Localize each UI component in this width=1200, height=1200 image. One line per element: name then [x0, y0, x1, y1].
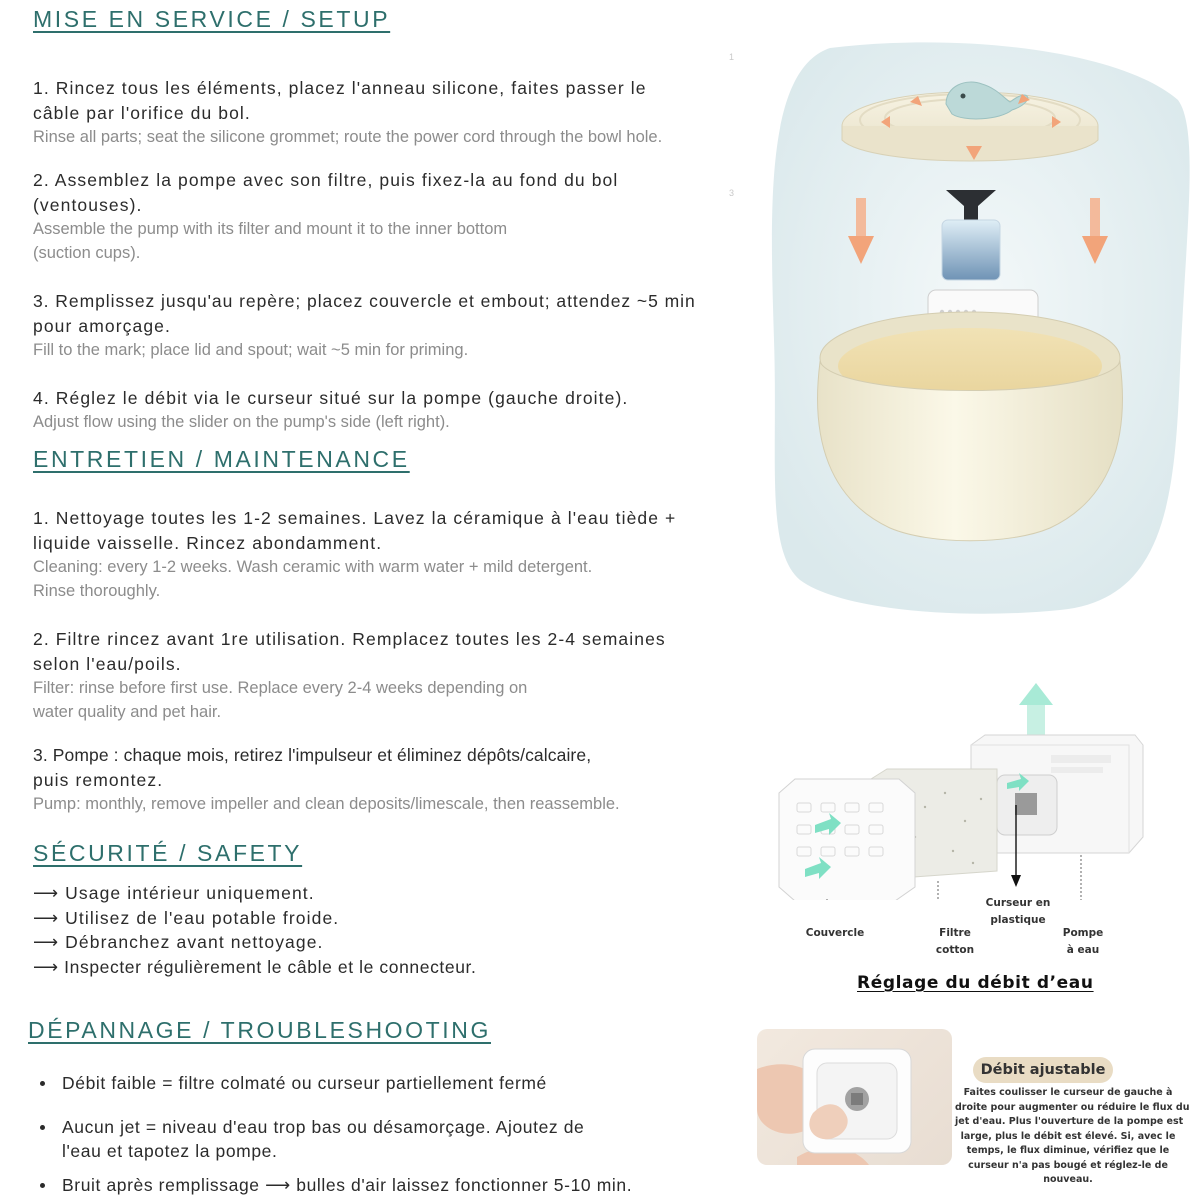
troubleshooting-item [62, 1173, 702, 1198]
safety-item-text: Usage intérieur uniquement. [65, 883, 315, 903]
maintenance-step-1-fr-line: 1. Nettoyage toutes les 1-2 semaines. Lavez la céramique à l'eau tiède + [33, 508, 677, 528]
page-mark: 1 [729, 52, 735, 62]
adjust-description-line: Faites coulisser le curseur de gauche à [963, 1087, 1173, 1098]
adjust-description-line: large, plus le débit est élevé. Si, avec le [960, 1130, 1176, 1142]
troubleshooting-item-line: Bruit après remplissage ⟶ bulles d'air laissez fonctionner 5-10 min. [62, 1174, 633, 1195]
label-pompe [1053, 925, 1113, 959]
arrow-icon: ⟶ [33, 932, 60, 952]
hand-adjusting-pump-illustration [757, 1029, 952, 1165]
setup-step-3-en-line: Fill to the mark; place lid and spout; wait ~5 min for priming. [33, 341, 469, 359]
setup-step-1 [33, 76, 733, 150]
maintenance-step-1 [33, 506, 743, 603]
troubleshooting-list [62, 1071, 702, 1197]
maintenance-step-3-en-line: Pump: monthly, remove impeller and clean deposits/limescale, then reassemble. [33, 795, 620, 813]
label-curseur [978, 895, 1058, 929]
maintenance-heading: ENTRETIEN / MAINTENANCE [33, 446, 410, 472]
safety-list [33, 881, 733, 979]
maintenance-step-1-fr-line: liquide vaisselle. Rincez abondamment. [33, 533, 383, 553]
setup-step-3-fr-line: pour amorçage. [33, 316, 171, 336]
maintenance-step-2-fr-line: 2. Filtre rincez avant 1re utilisation. Remplacez toutes les 2-4 semaines [33, 629, 666, 649]
label-line: à eau [1066, 944, 1100, 956]
arrow-icon: ⟶ [33, 907, 60, 928]
safety-item [33, 881, 733, 906]
maintenance-step-3 [33, 743, 743, 817]
maintenance-step-3-fr-line: puis remontez. [33, 770, 164, 790]
label-line: Curseur en [985, 897, 1051, 909]
safety-item [33, 906, 733, 931]
setup-step-2-en-line: (suction cups). [33, 243, 141, 262]
troubleshooting-heading: DÉPANNAGE / TROUBLESHOOTING [28, 1017, 491, 1043]
safety-item-text: Inspecter régulièrement le câble et le connecteur. [64, 956, 477, 977]
bullet-icon [40, 1125, 45, 1130]
troubleshooting-item [62, 1115, 702, 1164]
setup-step-1-fr-line: câble par l'orifice du bol. [33, 103, 251, 123]
maintenance-step-2 [33, 627, 743, 724]
maintenance-step-1-en-line: Cleaning: every 1-2 weeks. Wash ceramic with warm water + mild detergent. [33, 558, 593, 576]
setup-step-1-fr-line: 1. Rincez tous les éléments, placez l'anneau silicone, faites passer le [33, 78, 647, 98]
fountain-exploded-illustration [760, 40, 1200, 620]
setup-step-2-fr-line: (ventouses). [33, 195, 143, 215]
troubleshooting-item [62, 1071, 702, 1096]
bullet-icon [40, 1183, 45, 1188]
setup-step-3 [33, 289, 743, 363]
maintenance-step-1-en-line: Rinse thoroughly. [33, 581, 161, 600]
pump-exploded-diagram [775, 675, 1155, 900]
label-line: Filtre [939, 927, 971, 939]
arrow-icon: ⟶ [33, 883, 60, 903]
label-line: cotton [935, 944, 975, 956]
troubleshooting-item-line: Aucun jet = niveau d'eau trop bas ou désamorçage. Ajoutez de [62, 1116, 585, 1137]
maintenance-step-2-fr-line: selon l'eau/poils. [33, 654, 182, 674]
setup-step-3-fr-line: 3. Remplissez jusqu'au repère; placez couvercle et embout; attendez ~5 min [33, 291, 696, 311]
safety-item [33, 930, 733, 955]
adjust-description-line: droite pour augmenter ou réduire le flux du [955, 1101, 1190, 1113]
maintenance-step-2-en-line: water quality and pet hair. [33, 702, 222, 721]
cover-grid [779, 779, 915, 900]
adjust-photo [757, 1029, 952, 1165]
adjust-title: Débit ajustable [973, 1057, 1113, 1083]
setup-step-2-en-line: Assemble the pump with its filter and mount it to the inner bottom [33, 220, 508, 238]
label-couvercle: Couvercle [805, 927, 865, 939]
bullet-icon [40, 1081, 45, 1086]
maintenance-step-3-fr-line: 3. Pompe : chaque mois, retirez l'impulseur et éliminez dépôts/calcaire, [33, 745, 592, 765]
safety-item [33, 955, 733, 980]
maintenance-step-2-en-line: Filter: rinse before first use. Replace every 2-4 weeks depending on [33, 679, 528, 697]
setup-step-2-fr-line: 2. Assemblez la pompe avec son filtre, puis fixez-la au fond du bol [33, 170, 619, 190]
adjust-description-line: jet d'eau. Plus l'ouverture de la pompe est [955, 1116, 1184, 1127]
safety-item-text: Débranchez avant nettoyage. [65, 932, 324, 952]
troubleshooting-item-line: l'eau et tapotez la pompe. [62, 1141, 278, 1161]
troubleshooting-item-line: Débit faible = filtre colmaté ou curseur partiellement fermé [62, 1073, 547, 1093]
setup-step-4-en-line: Adjust flow using the slider on the pump's side (left right). [33, 413, 450, 431]
setup-step-4-fr-line: 4. Réglez le débit via le curseur situé sur la pompe (gauche droite). [33, 388, 629, 408]
adjust-description-line: curseur n'a pas bougé et réglez-le de [968, 1159, 1168, 1171]
page-mark: 3 [729, 188, 735, 198]
safety-heading: SÉCURITÉ / SAFETY [33, 840, 303, 866]
setup-step-2 [33, 168, 743, 265]
adjust-description-line: nouveau. [1043, 1174, 1093, 1185]
safety-item-text: Utilisez de l'eau potable froide. [65, 907, 340, 928]
adjust-description [955, 1086, 1190, 1188]
setup-heading: MISE EN SERVICE / SETUP [33, 6, 391, 32]
diagram-title: Réglage du débit d’eau [857, 973, 1094, 993]
setup-step-4 [33, 386, 743, 435]
label-line: Pompe [1062, 927, 1104, 939]
label-filtre-cotton [925, 925, 985, 959]
arrow-icon: ⟶ [33, 956, 59, 977]
adjust-description-line: temps, le flux diminue, vérifiez que le [966, 1145, 1170, 1156]
filter-cartridge [942, 220, 1000, 280]
setup-step-1-en-line: Rinse all parts; seat the silicone grommet; route the power cord through the bowl hole. [33, 128, 663, 146]
label-line: plastique [990, 914, 1046, 926]
